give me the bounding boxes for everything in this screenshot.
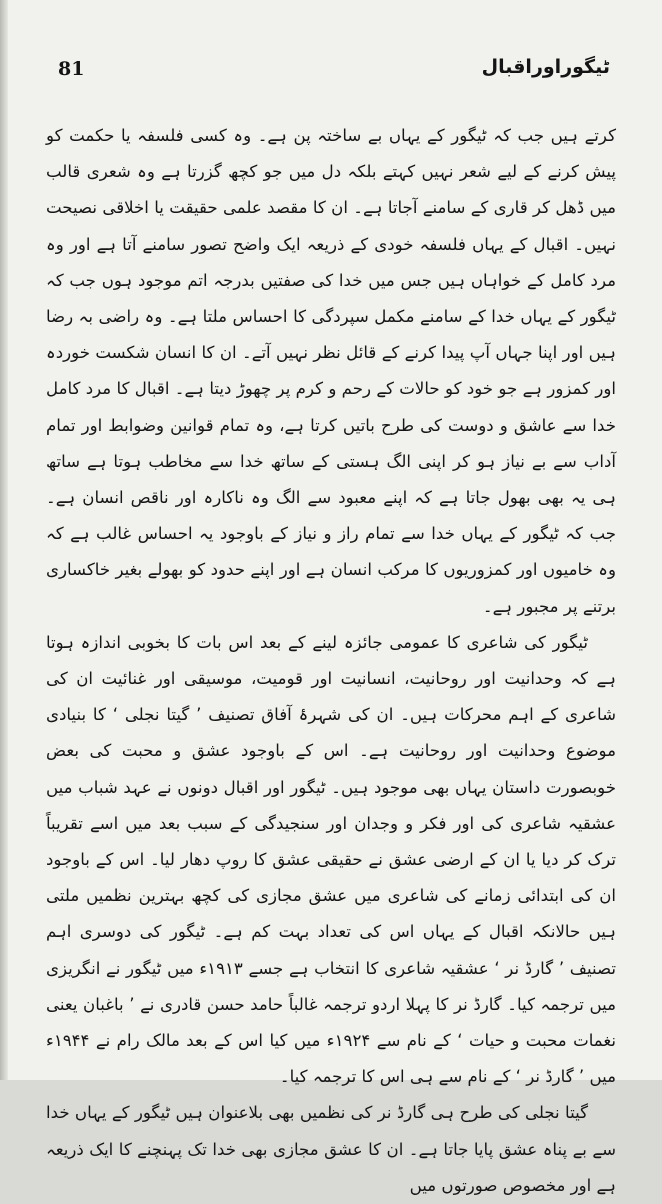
paragraph-3: گیتا نجلی کی طرح ہی گارڈ نر کی نظمیں بھی بلاعنوان ہیں ٹیگور کے یہاں خدا سے بے پناہ عشق پایا جاتا ہے۔ ان کا عشق مجازی بھی خدا تک پہنچنے کا ایک ذریعہ ہے اور مخصوص صورتوں میں [46, 1103, 616, 1195]
running-title: ٹیگوراوراقبال [481, 56, 610, 78]
body-text [46, 118, 616, 1204]
paragraph-2: ٹیگور کی شاعری کا عمومی جائزہ لینے کے بعد اس بات کا بخوبی اندازہ ہوتا ہے کہ وحدانیت اور روحانیت، انسانیت اور قومیت، موسیقی اور غنائیت ان کی شاعری کے اہم محرکات ہیں۔ ان کی شہرۂ آفاق تصنیف ’ گیتا نجلی ‘ کا بنیادی موضوع وحدانیت اور روحانیت ہے۔ اس کے باوجود عشق و محبت کی بعض خوبصورت داستان یہاں بھی موجود ہیں۔ ٹیگور اور اقبال دونوں نے عہد شباب میں عشقیہ شاعری کی اور فکر و وجدان اور سنجیدگی کے سبب بعد میں اسے تقریباً ترک کر دیا یا ان کے ارضی عشق نے حقیقی عشق کا روپ دھار لیا۔ اس کے باوجود ان کی ابتدائی زمانے کی شاعری میں عشق مجازی کی کچھ بہترین نظمیں ملتی ہیں حالانکہ اقبال کے یہاں اس کی تعداد بہت کم ہے۔ ٹیگور کی دوسری اہم تصنیف ’ گارڈ نر ‘ عشقیہ شاعری کا انتخاب ہے جسے ۱۹۱۳ء میں ٹیگور نے انگریزی میں ترجمہ کیا۔ گارڈ نر کا پہلا اردو ترجمہ غالباً حامد حسن قادری نے ’ باغبان یعنی نغمات محبت و حیات ‘ کے نام سے ۱۹۲۴ء میں کیا اس کے بعد مالک رام نے ۱۹۴۴ء میں ’ گارڈ نر ‘ کے نام سے ہی اس کا ترجمہ کیا۔ [46, 632, 617, 1087]
page-edge-shadow [0, 0, 8, 1080]
page-header [58, 56, 610, 86]
page-number: 81 [58, 58, 85, 80]
paragraph-1: کرتے ہیں جب کہ ٹیگور کے یہاں بے ساختہ پن ہے۔ وہ کسی فلسفہ یا حکمت کو پیش کرنے کے لیے شعر نہیں کہتے بلکہ دل میں جو کچھ گزرتا ہے وہ شعری قالب میں ڈھل کر قاری کے سامنے آجاتا ہے۔ ان کا مقصد علمی حقیقت یا اخلاقی نصیحت نہیں۔ اقبال کے یہاں فلسفہ خودی کے ذریعہ ایک واضح تصور سامنے آتا ہے اور وہ مرد کامل کے خواہاں ہیں جس میں خدا کی صفتیں بدرجہ اتم موجود ہوں جب کہ ٹیگور کے یہاں خدا کے سامنے مکمل سپردگی کا احساس ملتا ہے۔ وہ راضی بہ رضا ہیں اور اپنا جہاں آپ پیدا کرنے کے قائل نظر نہیں آتے۔ ان کا انسان شکست خوردہ اور کمزور ہے جو خود کو حالات کے رحم و کرم پر چھوڑ دیتا ہے۔ اقبال کا مرد کامل خدا سے عاشق و دوست کی طرح باتیں کرتا ہے، وہ تمام قوانین وضوابط اور تمام آداب سے بے نیاز ہو کر اپنی الگ ہستی کے ساتھ خدا سے مخاطب ہوتا ہے ساتھ ہی یہ بھی بھول جاتا ہے کہ اپنے معبود سے الگ وہ ناکارہ اور ناقص انسان ہے۔ جب کہ ٹیگور کے یہاں خدا سے تمام راز و نیاز کے باوجود یہ احساس غالب ہے کہ وہ خامیوں اور کمزوریوں کا مرکب انسان ہے اور اپنے حدود کو بھولے بغیر خاکساری برتنے پر مجبور ہے۔ [46, 126, 616, 616]
